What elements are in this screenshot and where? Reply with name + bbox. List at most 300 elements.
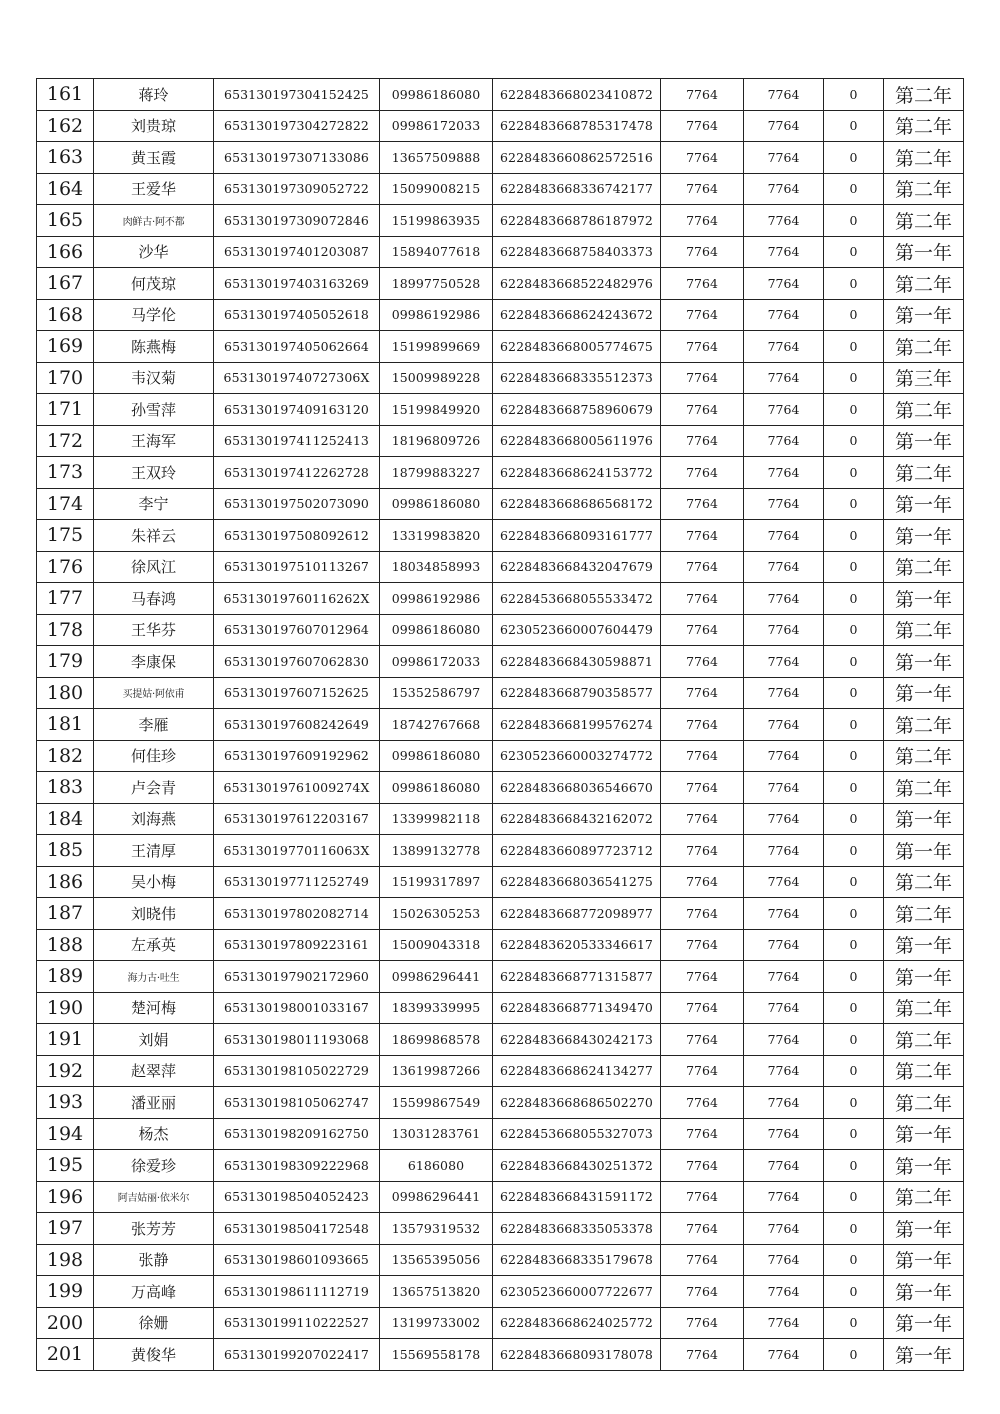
- amount-paid: 7764: [744, 961, 824, 993]
- bank-card-number: 6228483668430242173: [493, 1024, 661, 1056]
- year-term: 第一年: [884, 299, 964, 331]
- bank-card-number: 6228483668036546670: [493, 772, 661, 804]
- bank-card-number: 6228483668005774675: [493, 331, 661, 363]
- phone-number: 15199317897: [380, 866, 493, 898]
- amount-payable: 7764: [661, 1339, 744, 1371]
- table-row: [37, 1307, 964, 1339]
- bank-card-number: 6230523660007604479: [493, 614, 661, 646]
- table-row: [37, 1150, 964, 1182]
- year-term: 第二年: [884, 331, 964, 363]
- person-name: 李宁: [94, 488, 214, 520]
- year-term: 第二年: [884, 898, 964, 930]
- year-term: 第一年: [884, 929, 964, 961]
- phone-number: 09986172033: [380, 646, 493, 678]
- amount-payable: 7764: [661, 1150, 744, 1182]
- year-term: 第二年: [884, 79, 964, 111]
- bank-card-number: 6228453668055327073: [493, 1118, 661, 1150]
- amount-payable: 7764: [661, 110, 744, 142]
- person-name: 张静: [94, 1244, 214, 1276]
- id-number: 653130197411252413: [214, 425, 380, 457]
- person-name: 楚河梅: [94, 992, 214, 1024]
- id-number: 653130197412262728: [214, 457, 380, 489]
- phone-number: 15199899669: [380, 331, 493, 363]
- id-number: 653130198105022729: [214, 1055, 380, 1087]
- person-name: 韦汉菊: [94, 362, 214, 394]
- bank-card-number: 6228483668199576274: [493, 709, 661, 741]
- id-number: 653130197304152425: [214, 79, 380, 111]
- amount-payable: 7764: [661, 1244, 744, 1276]
- year-term: 第二年: [884, 173, 964, 205]
- row-number: 167: [37, 268, 94, 300]
- bank-card-number: 6228483660862572516: [493, 142, 661, 174]
- amount-paid: 7764: [744, 79, 824, 111]
- amount-paid: 7764: [744, 992, 824, 1024]
- row-number: 161: [37, 79, 94, 111]
- amount-difference: 0: [824, 992, 884, 1024]
- amount-payable: 7764: [661, 866, 744, 898]
- phone-number: 18034858993: [380, 551, 493, 583]
- year-term: 第一年: [884, 835, 964, 867]
- amount-paid: 7764: [744, 1244, 824, 1276]
- phone-number: 09986186080: [380, 614, 493, 646]
- bank-card-number: 6228483668686502270: [493, 1087, 661, 1119]
- bank-card-number: 6228483668624243672: [493, 299, 661, 331]
- bank-card-number: 6228483668790358577: [493, 677, 661, 709]
- id-number: 653130198601093665: [214, 1244, 380, 1276]
- amount-payable: 7764: [661, 488, 744, 520]
- amount-payable: 7764: [661, 299, 744, 331]
- person-name: 马春鸿: [94, 583, 214, 615]
- person-name: 刘海燕: [94, 803, 214, 835]
- year-term: 第二年: [884, 110, 964, 142]
- amount-difference: 0: [824, 898, 884, 930]
- year-term: 第一年: [884, 1276, 964, 1308]
- roster-table: [36, 78, 964, 1371]
- row-number: 194: [37, 1118, 94, 1150]
- table-row: [37, 803, 964, 835]
- year-term: 第一年: [884, 520, 964, 552]
- phone-number: 18196809726: [380, 425, 493, 457]
- bank-card-number: 6228483668624153772: [493, 457, 661, 489]
- amount-paid: 7764: [744, 205, 824, 237]
- row-number: 178: [37, 614, 94, 646]
- person-name: 马学伦: [94, 299, 214, 331]
- phone-number: 18399339995: [380, 992, 493, 1024]
- amount-difference: 0: [824, 110, 884, 142]
- amount-difference: 0: [824, 646, 884, 678]
- amount-difference: 0: [824, 709, 884, 741]
- bank-card-number: 6228483668432162072: [493, 803, 661, 835]
- amount-payable: 7764: [661, 425, 744, 457]
- person-name: 何佳珍: [94, 740, 214, 772]
- table-row: [37, 866, 964, 898]
- amount-difference: 0: [824, 362, 884, 394]
- amount-difference: 0: [824, 236, 884, 268]
- year-term: 第二年: [884, 740, 964, 772]
- table-row: [37, 1339, 964, 1371]
- id-number: 65313019760116262X: [214, 583, 380, 615]
- table-row: [37, 425, 964, 457]
- amount-payable: 7764: [661, 709, 744, 741]
- id-number: 653130198611112719: [214, 1276, 380, 1308]
- table-row: [37, 551, 964, 583]
- amount-paid: 7764: [744, 709, 824, 741]
- year-term: 第二年: [884, 614, 964, 646]
- year-term: 第一年: [884, 425, 964, 457]
- person-name: 刘娟: [94, 1024, 214, 1056]
- table-row: [37, 898, 964, 930]
- amount-paid: 7764: [744, 425, 824, 457]
- amount-payable: 7764: [661, 803, 744, 835]
- phone-number: 13619987266: [380, 1055, 493, 1087]
- amount-paid: 7764: [744, 394, 824, 426]
- phone-number: 09986186080: [380, 772, 493, 804]
- amount-difference: 0: [824, 331, 884, 363]
- person-name: 刘贵琼: [94, 110, 214, 142]
- amount-payable: 7764: [661, 331, 744, 363]
- roster-sheet: [36, 78, 952, 1371]
- amount-difference: 0: [824, 1087, 884, 1119]
- year-term: 第一年: [884, 1150, 964, 1182]
- amount-paid: 7764: [744, 740, 824, 772]
- amount-paid: 7764: [744, 173, 824, 205]
- person-name: 左承英: [94, 929, 214, 961]
- phone-number: 15199849920: [380, 394, 493, 426]
- row-number: 201: [37, 1339, 94, 1371]
- person-name: 卢会青: [94, 772, 214, 804]
- table-row: [37, 929, 964, 961]
- person-name: 李雁: [94, 709, 214, 741]
- person-name: 吴小梅: [94, 866, 214, 898]
- year-term: 第一年: [884, 236, 964, 268]
- person-name: 王双玲: [94, 457, 214, 489]
- year-term: 第二年: [884, 551, 964, 583]
- row-number: 163: [37, 142, 94, 174]
- person-name: 徐风江: [94, 551, 214, 583]
- amount-payable: 7764: [661, 205, 744, 237]
- amount-paid: 7764: [744, 835, 824, 867]
- table-row: [37, 1087, 964, 1119]
- phone-number: 13579319532: [380, 1213, 493, 1245]
- row-number: 197: [37, 1213, 94, 1245]
- amount-payable: 7764: [661, 1118, 744, 1150]
- phone-number: 18799883227: [380, 457, 493, 489]
- year-term: 第二年: [884, 457, 964, 489]
- row-number: 198: [37, 1244, 94, 1276]
- amount-difference: 0: [824, 173, 884, 205]
- phone-number: 13657509888: [380, 142, 493, 174]
- year-term: 第一年: [884, 583, 964, 615]
- amount-difference: 0: [824, 1276, 884, 1308]
- amount-payable: 7764: [661, 614, 744, 646]
- bank-card-number: 6228483668624025772: [493, 1307, 661, 1339]
- bank-card-number: 6228483668686568172: [493, 488, 661, 520]
- amount-payable: 7764: [661, 1213, 744, 1245]
- id-number: 653130198001033167: [214, 992, 380, 1024]
- row-number: 192: [37, 1055, 94, 1087]
- bank-card-number: 6228483668430251372: [493, 1150, 661, 1182]
- person-name: 刘晓伟: [94, 898, 214, 930]
- row-number: 193: [37, 1087, 94, 1119]
- bank-card-number: 6228483668785317478: [493, 110, 661, 142]
- year-term: 第一年: [884, 1118, 964, 1150]
- amount-difference: 0: [824, 142, 884, 174]
- person-name: 杨杰: [94, 1118, 214, 1150]
- amount-difference: 0: [824, 1307, 884, 1339]
- id-number: 653130197608242649: [214, 709, 380, 741]
- table-row: [37, 173, 964, 205]
- amount-payable: 7764: [661, 961, 744, 993]
- amount-payable: 7764: [661, 362, 744, 394]
- year-term: 第一年: [884, 488, 964, 520]
- id-number: 653130197508092612: [214, 520, 380, 552]
- row-number: 189: [37, 961, 94, 993]
- phone-number: 15569558178: [380, 1339, 493, 1371]
- bank-card-number: 6228483668336742177: [493, 173, 661, 205]
- person-name: 海力古·吐生: [94, 961, 214, 993]
- amount-payable: 7764: [661, 551, 744, 583]
- phone-number: 15894077618: [380, 236, 493, 268]
- year-term: 第一年: [884, 803, 964, 835]
- id-number: 653130199110222527: [214, 1307, 380, 1339]
- amount-difference: 0: [824, 614, 884, 646]
- amount-payable: 7764: [661, 898, 744, 930]
- row-number: 170: [37, 362, 94, 394]
- amount-payable: 7764: [661, 772, 744, 804]
- amount-difference: 0: [824, 961, 884, 993]
- year-term: 第二年: [884, 709, 964, 741]
- row-number: 190: [37, 992, 94, 1024]
- amount-payable: 7764: [661, 520, 744, 552]
- row-number: 162: [37, 110, 94, 142]
- table-row: [37, 709, 964, 741]
- row-number: 174: [37, 488, 94, 520]
- table-row: [37, 1118, 964, 1150]
- amount-paid: 7764: [744, 1087, 824, 1119]
- bank-card-number: 6228483668431591172: [493, 1181, 661, 1213]
- table-row: [37, 646, 964, 678]
- phone-number: 09986192986: [380, 583, 493, 615]
- table-row: [37, 835, 964, 867]
- row-number: 164: [37, 173, 94, 205]
- amount-difference: 0: [824, 583, 884, 615]
- person-name: 孙雪萍: [94, 394, 214, 426]
- phone-number: 15099008215: [380, 173, 493, 205]
- amount-paid: 7764: [744, 1276, 824, 1308]
- amount-difference: 0: [824, 1213, 884, 1245]
- person-name: 李康保: [94, 646, 214, 678]
- person-name: 徐爱珍: [94, 1150, 214, 1182]
- bank-card-number: 6228483668432047679: [493, 551, 661, 583]
- person-name: 徐姗: [94, 1307, 214, 1339]
- amount-difference: 0: [824, 299, 884, 331]
- row-number: 169: [37, 331, 94, 363]
- amount-paid: 7764: [744, 1024, 824, 1056]
- table-row: [37, 1213, 964, 1245]
- id-number: 653130197405062664: [214, 331, 380, 363]
- person-name: 赵翠萍: [94, 1055, 214, 1087]
- bank-card-number: 6228483668093161777: [493, 520, 661, 552]
- row-number: 165: [37, 205, 94, 237]
- id-number: 653130197309052722: [214, 173, 380, 205]
- id-number: 653130198504172548: [214, 1213, 380, 1245]
- amount-paid: 7764: [744, 1055, 824, 1087]
- phone-number: 13031283761: [380, 1118, 493, 1150]
- bank-card-number: 6228483668624134277: [493, 1055, 661, 1087]
- id-number: 653130197607152625: [214, 677, 380, 709]
- amount-difference: 0: [824, 1024, 884, 1056]
- bank-card-number: 6230523660003274772: [493, 740, 661, 772]
- table-row: [37, 1276, 964, 1308]
- amount-difference: 0: [824, 205, 884, 237]
- year-term: 第二年: [884, 992, 964, 1024]
- year-term: 第一年: [884, 677, 964, 709]
- year-term: 第二年: [884, 866, 964, 898]
- amount-difference: 0: [824, 1181, 884, 1213]
- person-name: 沙华: [94, 236, 214, 268]
- phone-number: 6186080: [380, 1150, 493, 1182]
- amount-paid: 7764: [744, 772, 824, 804]
- table-row: [37, 79, 964, 111]
- row-number: 183: [37, 772, 94, 804]
- amount-difference: 0: [824, 1339, 884, 1371]
- bank-card-number: 6228483668005611976: [493, 425, 661, 457]
- amount-difference: 0: [824, 677, 884, 709]
- id-number: 653130197607012964: [214, 614, 380, 646]
- year-term: 第三年: [884, 362, 964, 394]
- amount-difference: 0: [824, 79, 884, 111]
- phone-number: 15009989228: [380, 362, 493, 394]
- row-number: 168: [37, 299, 94, 331]
- amount-payable: 7764: [661, 1024, 744, 1056]
- amount-difference: 0: [824, 1150, 884, 1182]
- row-number: 187: [37, 898, 94, 930]
- phone-number: 15352586797: [380, 677, 493, 709]
- table-row: [37, 236, 964, 268]
- row-number: 173: [37, 457, 94, 489]
- id-number: 653130197809223161: [214, 929, 380, 961]
- amount-difference: 0: [824, 772, 884, 804]
- phone-number: 13899132778: [380, 835, 493, 867]
- row-number: 176: [37, 551, 94, 583]
- row-number: 172: [37, 425, 94, 457]
- amount-difference: 0: [824, 866, 884, 898]
- id-number: 653130197309072846: [214, 205, 380, 237]
- year-term: 第二年: [884, 394, 964, 426]
- phone-number: 15599867549: [380, 1087, 493, 1119]
- id-number: 65313019740727306X: [214, 362, 380, 394]
- amount-payable: 7764: [661, 677, 744, 709]
- amount-paid: 7764: [744, 677, 824, 709]
- table-row: [37, 992, 964, 1024]
- amount-paid: 7764: [744, 614, 824, 646]
- table-row: [37, 961, 964, 993]
- id-number: 65313019770116063X: [214, 835, 380, 867]
- bank-card-number: 6228483668335512373: [493, 362, 661, 394]
- phone-number: 13199733002: [380, 1307, 493, 1339]
- table-row: [37, 1181, 964, 1213]
- id-number: 653130197612203167: [214, 803, 380, 835]
- table-row: [37, 331, 964, 363]
- amount-paid: 7764: [744, 583, 824, 615]
- amount-paid: 7764: [744, 362, 824, 394]
- id-number: 653130198504052423: [214, 1181, 380, 1213]
- amount-paid: 7764: [744, 929, 824, 961]
- person-name: 陈燕梅: [94, 331, 214, 363]
- table-row: [37, 142, 964, 174]
- phone-number: 09986172033: [380, 110, 493, 142]
- amount-payable: 7764: [661, 1087, 744, 1119]
- bank-card-number: 6228483660897723712: [493, 835, 661, 867]
- row-number: 196: [37, 1181, 94, 1213]
- amount-payable: 7764: [661, 1307, 744, 1339]
- id-number: 653130198105062747: [214, 1087, 380, 1119]
- amount-difference: 0: [824, 457, 884, 489]
- phone-number: 13657513820: [380, 1276, 493, 1308]
- amount-payable: 7764: [661, 394, 744, 426]
- amount-difference: 0: [824, 425, 884, 457]
- id-number: 653130197401203087: [214, 236, 380, 268]
- id-number: 653130197711252749: [214, 866, 380, 898]
- year-term: 第一年: [884, 1213, 964, 1245]
- amount-paid: 7764: [744, 1339, 824, 1371]
- amount-payable: 7764: [661, 992, 744, 1024]
- amount-payable: 7764: [661, 929, 744, 961]
- id-number: 653130197607062830: [214, 646, 380, 678]
- bank-card-number: 6228483620533346617: [493, 929, 661, 961]
- phone-number: 09986296441: [380, 961, 493, 993]
- row-number: 185: [37, 835, 94, 867]
- amount-paid: 7764: [744, 299, 824, 331]
- row-number: 179: [37, 646, 94, 678]
- amount-paid: 7764: [744, 1181, 824, 1213]
- amount-difference: 0: [824, 268, 884, 300]
- phone-number: 09986296441: [380, 1181, 493, 1213]
- amount-payable: 7764: [661, 835, 744, 867]
- row-number: 181: [37, 709, 94, 741]
- id-number: 65313019761009274X: [214, 772, 380, 804]
- id-number: 653130197304272822: [214, 110, 380, 142]
- row-number: 191: [37, 1024, 94, 1056]
- row-number: 177: [37, 583, 94, 615]
- table-row: [37, 740, 964, 772]
- table-row: [37, 1055, 964, 1087]
- amount-payable: 7764: [661, 1055, 744, 1087]
- amount-difference: 0: [824, 488, 884, 520]
- id-number: 653130197502073090: [214, 488, 380, 520]
- amount-paid: 7764: [744, 520, 824, 552]
- row-number: 180: [37, 677, 94, 709]
- person-name: 张芳芳: [94, 1213, 214, 1245]
- id-number: 653130198309222968: [214, 1150, 380, 1182]
- id-number: 653130197405052618: [214, 299, 380, 331]
- phone-number: 09986186080: [380, 488, 493, 520]
- bank-card-number: 6228483668023410872: [493, 79, 661, 111]
- row-number: 199: [37, 1276, 94, 1308]
- person-name: 买提姑·阿依甫: [94, 677, 214, 709]
- person-name: 阿吉姑丽·依米尔: [94, 1181, 214, 1213]
- row-number: 188: [37, 929, 94, 961]
- amount-paid: 7764: [744, 331, 824, 363]
- id-number: 653130198011193068: [214, 1024, 380, 1056]
- row-number: 182: [37, 740, 94, 772]
- bank-card-number: 6228483668771349470: [493, 992, 661, 1024]
- amount-difference: 0: [824, 835, 884, 867]
- id-number: 653130199207022417: [214, 1339, 380, 1371]
- amount-payable: 7764: [661, 583, 744, 615]
- phone-number: 15009043318: [380, 929, 493, 961]
- amount-paid: 7764: [744, 898, 824, 930]
